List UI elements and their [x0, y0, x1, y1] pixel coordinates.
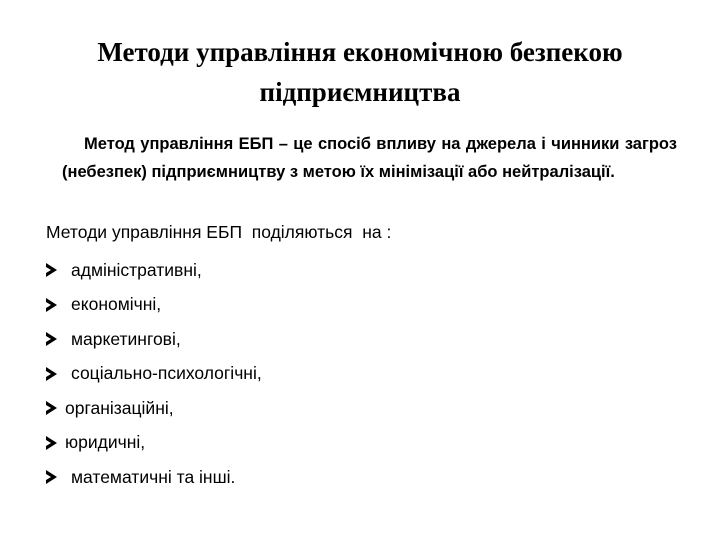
- list-item: [46, 460, 262, 495]
- list-item-label: юридичні,: [65, 432, 146, 453]
- methods-intro: Методи управління ЕБП поділяються на :: [46, 222, 392, 242]
- arrow-bullet-icon: [46, 332, 57, 346]
- arrow-bullet-icon: [46, 436, 57, 450]
- arrow-bullet-icon: [46, 470, 57, 484]
- slide-title: Методи управління економічною безпекою підприємництва: [97, 37, 623, 107]
- list-item-label: організаційні,: [65, 397, 174, 418]
- list-item-label: економічні,: [71, 294, 162, 315]
- list-item: [46, 357, 262, 392]
- arrow-bullet-icon: [46, 367, 57, 381]
- definition-paragraph: Метод управління ЕБП – це спосіб впливу на джерела і чинники загроз (небезпек) підприємництву з метою їх мінімізації або нейтралізації.: [62, 135, 677, 181]
- list-item: [46, 426, 262, 461]
- list-item-label: маркетингові,: [71, 328, 181, 349]
- list-item-label: математичні та інші.: [71, 466, 236, 487]
- methods-list: [46, 253, 262, 495]
- list-item-label: соціально-психологічні,: [71, 363, 262, 384]
- list-item: [46, 253, 262, 288]
- list-item: [46, 391, 262, 426]
- arrow-bullet-icon: [46, 298, 57, 312]
- list-item-label: адміністративні,: [71, 259, 202, 280]
- arrow-bullet-icon: [46, 401, 57, 415]
- arrow-bullet-icon: [46, 263, 57, 277]
- list-item: [46, 322, 262, 357]
- list-item: [46, 288, 262, 323]
